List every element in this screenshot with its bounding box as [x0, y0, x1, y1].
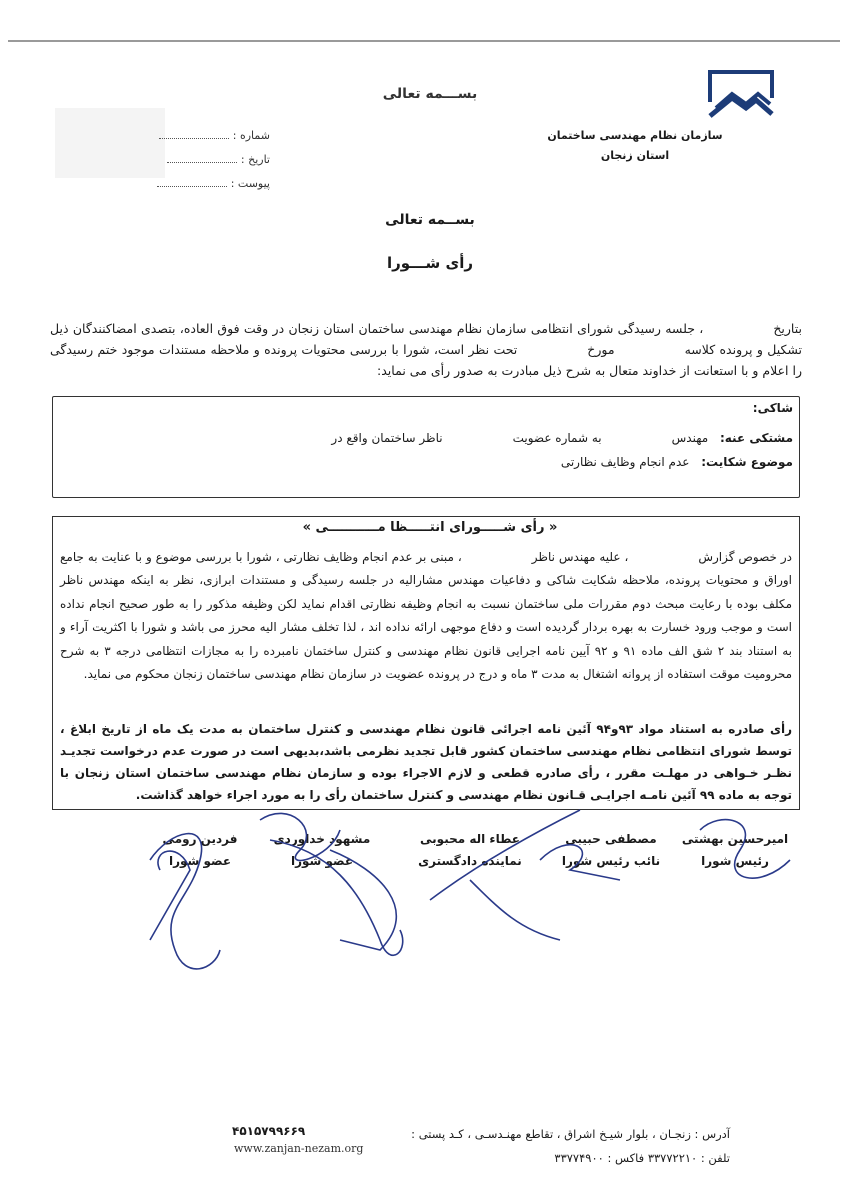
intro-text-2: ، جلسه رسیدگی شورای انتظامی سازمان نظام مهندسی ساختمان استان زنجان در وقت فوق العاده، بتصدی امضاکنندگان ذیل تشکیل و پرونده کلاسه [50, 321, 802, 357]
signatory-role: عضو شورا [168, 854, 232, 868]
defendant-text-2: به شماره عضویت [512, 431, 602, 445]
signatory-name: فردین رومی [162, 832, 238, 846]
org-header [520, 126, 750, 166]
complainant-row [745, 401, 793, 415]
redaction-block [55, 108, 165, 178]
verdict-text-1: در خصوص گزارش [698, 550, 793, 564]
subject-value: عدم انجام وظایف نظارتی [560, 455, 690, 469]
defendant-text-3: ناظر ساختمان واقع در [331, 431, 443, 445]
signatory-name: مصطفی حبیبی [565, 832, 657, 846]
verdict-text-3: ، مبنی بر عدم انجام وظایف نظارتی ، شورا با بررسی موضوع و با عنایت به جامع اوراق و محتویات پرونده، ملاحظه شکایت شاکی و دفاعیات مهندس مشارالیه در جلسه رسیدگی و مستندات ابرازی، نظر به اینکه مهندس ناظر مکلف بوده با رعایت مبحث دوم مقررات ملی ساختمان نسبت به انجام وظیفه نظارتی اقدام نماید لکن وظیفه مذکور را به طور صحیح انجام نداده است و موجب ورود خسارت به بهره بردار گردیده است و دفاع موجهی ارائه نداده اند ، لذا تخلف مشار الیه محرز می باشد و شورا با اکثریت آراء و به استناد بند ۲ شق الف ماده ۹۱ و ۹۲ آیین نامه اجرایی قانون نظام مهندسی و کنترل ساختمان نامبرده را به مجازات انتظامی درجه ۳ به شرح محرومیت موقت استفاده از پروانه اشتغال به مدت ۳ ماه و درج در پرونده عضویت در سازمان نظام مهندسی ساختمان زنجان محکوم می نماید. [60, 550, 792, 682]
verdict-text-2: ، علیه مهندس ناظر [531, 550, 629, 564]
org-name: سازمان نظام مهندسی ساختمان [547, 129, 723, 142]
signatory-name: امیرحسین بهشتی [681, 832, 789, 846]
intro-text-4: تحت نظر است، شورا با بررسی محتویات پرونده و ملاحظه مستندات موجود ختم رسیدگی را اعلام و با استعانت از خداوند متعال به شرح ذیل مبادرت به صدور رأی می نماید: [50, 342, 802, 378]
handwritten-signatures-icon [0, 790, 848, 990]
subject-row [561, 455, 793, 469]
footer-phone: تلفن : ۳۳۷۷۲۲۱۰ فاکس : ۳۳۷۷۴۹۰۰ [554, 1151, 730, 1165]
footer-postal-code: ۴۵۱۵۷۹۹۶۶۹ [232, 1124, 306, 1138]
top-rule [8, 40, 840, 42]
verdict-heading: « رأی شـــــورای انتـــــظا مـــــــــــی » [302, 520, 558, 535]
signatory-name: مشهود خداوردی [273, 832, 371, 846]
meta-date-label: تاریخ : [240, 153, 270, 166]
footer-address: آدرس : زنجـان ، بلوار شیـخ اشراق ، تقاطع مهنـدسـی ، کـد پستی : [411, 1127, 730, 1141]
letter-meta [150, 124, 270, 196]
case-info-box [52, 396, 800, 498]
signatory-role: رئیس شورا [701, 854, 769, 868]
subject-label: موضوع شکایت: [701, 455, 793, 469]
defendant-text-1: مهندس [671, 431, 709, 445]
footer-website[interactable]: www.zanjan-nezam.org [234, 1142, 364, 1155]
defendant-row [331, 431, 793, 445]
document-title: رأی شـــورا [386, 254, 474, 272]
bismillah-header: بســـمه تعالی [382, 86, 478, 102]
signatory-role: عضو شورا [290, 854, 354, 868]
intro-text-1: بتاریخ [773, 321, 802, 336]
signatory-role: نماینده دادگستری [418, 854, 522, 868]
meta-number-label: شماره : [232, 129, 270, 142]
appeal-paragraph: رأی صادره به استناد مواد ۹۳و۹۴ آئین نامه اجرائی قانون نظام مهندسی و کنترل ساختمان به مدت یک ماه از تاریخ ابلاغ ، توسط شورای انتظامی نظام مهندسی ساختمان کشور قابل تجدید نظرمی باشد،بدیهی است در صورت عدم درخواست تجدیـد نظـر خـواهی در مهلـت مقرر ، رأی صادره قطعی و لازم الاجراء بوده و سازمان نظام مهندسی ساختمان استان زنجان با توجه به ماده ۹۹ آئین نامـه اجرایـی قـانون نظام مهندسی و کنترل ساختمان رأی را به مورد اجراء خواهد گذاشت. [60, 722, 793, 802]
org-logo-icon [706, 68, 776, 120]
meta-attach-label: پیوست : [230, 177, 270, 190]
signatory-role: نائب رئیس شورا [561, 854, 661, 868]
intro-paragraph [50, 318, 802, 381]
defendant-label: مشتکی عنه: [719, 431, 793, 445]
bismillah: بســمه تعالی [385, 212, 475, 228]
signatory-name: عطاء اله محبوبی [420, 832, 520, 846]
complainant-label: شاکی: [752, 401, 793, 415]
intro-text-3: مورخ [587, 342, 615, 357]
org-province: استان زنجان [600, 149, 670, 162]
verdict-paragraph [60, 546, 792, 686]
